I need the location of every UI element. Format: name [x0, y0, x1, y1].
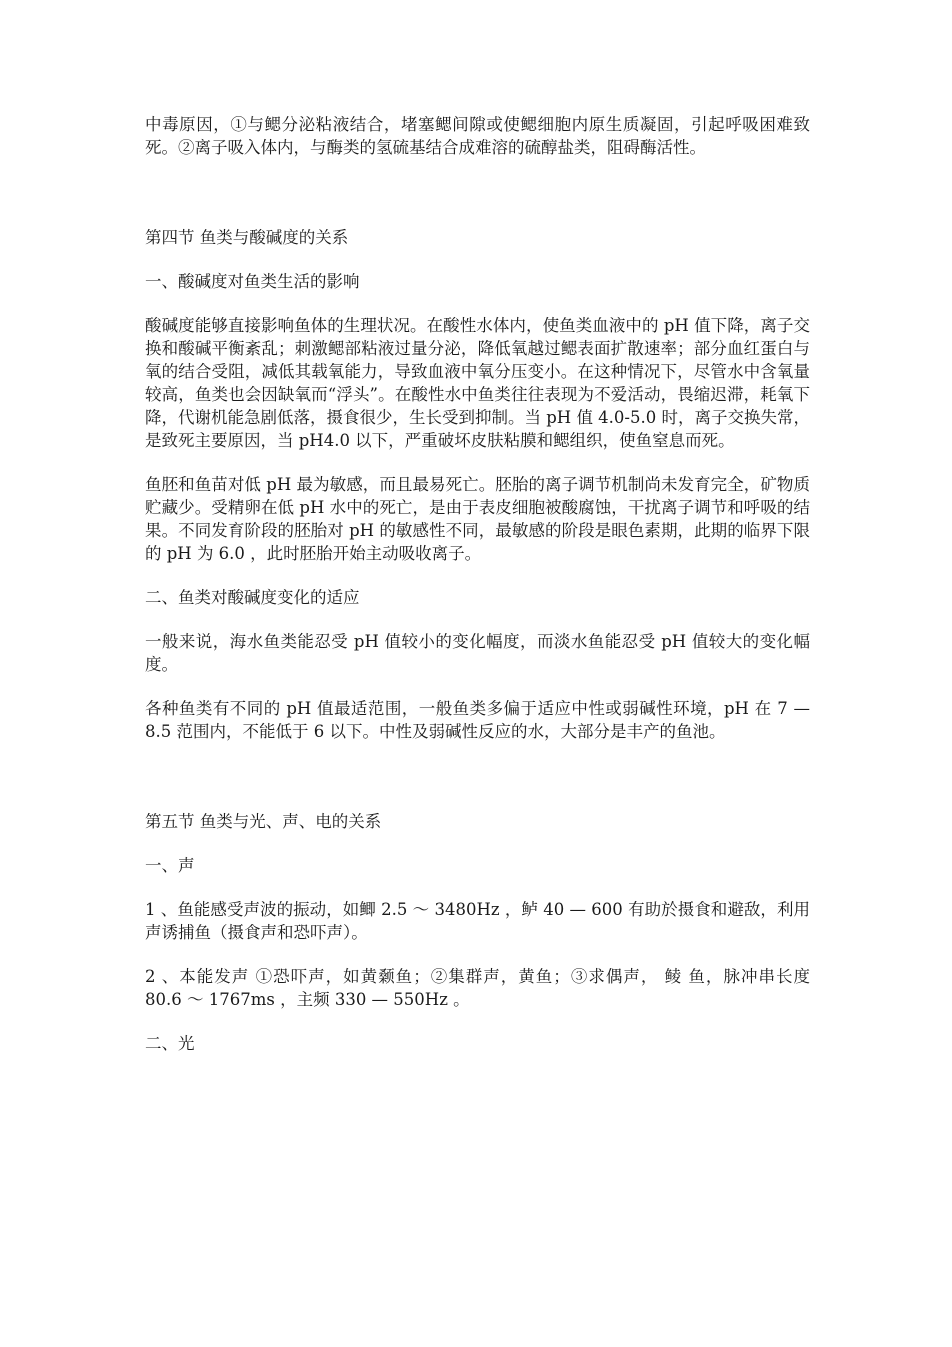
paragraph-sound-production: 2 、本能发声 ①恐吓声，如黄颡鱼；②集群声，黄鱼；③求偶声， 鲮 鱼，脉冲串长度 80.6 ～ 1767ms ，主频 330 — 550Hz 。	[145, 967, 810, 1009]
subheading-ph-effects: 一、酸碱度对鱼类生活的影响	[145, 272, 360, 291]
spacer	[145, 676, 810, 697]
paragraph-embryo-sensitivity: 鱼胚和鱼苗对低 pH 最为敏感，而且最易死亡。胚胎的离子调节机制尚未发育完全，矿物质贮藏少。受精卵在低 pH 水中的死亡，是由于表皮细胞被酸腐蚀，干扰离子调节和呼吸的结果。不同发育阶段的胚胎对 pH 的敏感性不同，最敏感的阶段是眼色素期，此期的临界下限的 pH 为 6.0 ，此时胚胎开始主动吸收离子。	[145, 475, 810, 563]
paragraph-ph-optimum: 各种鱼类有不同的 pH 值最适范围，一般鱼类多偏于适应中性或弱碱性环境，pH 在 7 — 8.5 范围内，不能低于 6 以下。中性及弱碱性反应的水，大部分是丰产的鱼池。	[145, 699, 810, 741]
section-heading-5: 第五节 鱼类与光、声、电的关系	[145, 812, 382, 831]
subheading-sound: 一、声	[145, 856, 195, 875]
paragraph-ph-tolerance: 一般来说，海水鱼类能忍受 pH 值较小的变化幅度，而淡水鱼能忍受 pH 值较大的变化幅度。	[145, 632, 810, 674]
paragraph-ph-physiology: 酸碱度能够直接影响鱼体的生理状况。在酸性水体内，使鱼类血液中的 pH 值下降，离子交换和酸碱平衡紊乱；刺激鳃部粘液过量分泌，降低氧越过鳃表面扩散速率；部分血红蛋白与氧的结合受阻，减低其载氧能力，导致血液中氧分压变小。在这种情况下，尽管水中含氧量较高，鱼类也会因缺氧而“浮头”。在酸性水中鱼类往往表现为不爱活动，畏缩迟滞，耗氧下降，代谢机能急剧低落，摄食很少，生长受到抑制。当 pH 值 4.0-5.0 时，离子交换失常，是致死主要原因，当 pH4.0 以下，严重破坏皮肤粘膜和鳃组织，使鱼窒息而死。	[145, 316, 810, 450]
spacer	[145, 1011, 810, 1032]
spacer	[145, 565, 810, 586]
subheading-ph-adaptation: 二、鱼类对酸碱度变化的适应	[145, 588, 360, 607]
spacer	[145, 833, 810, 854]
spacer	[145, 877, 810, 898]
spacer	[145, 249, 810, 270]
paragraph-sound-perception: 1 、鱼能感受声波的振动，如鲫 2.5 ～ 3480Hz ，鲈 40 — 600 有助於摄食和避敌，利用声诱捕鱼（摄食声和恐吓声）。	[145, 900, 810, 942]
spacer	[145, 944, 810, 965]
spacer	[145, 609, 810, 630]
section-heading-4: 第四节 鱼类与酸碱度的关系	[145, 228, 349, 247]
spacer	[145, 293, 810, 314]
spacer	[145, 452, 810, 473]
section-spacer	[145, 159, 810, 226]
section-spacer	[145, 743, 810, 810]
document-page	[145, 113, 810, 1055]
subheading-light: 二、光	[145, 1034, 195, 1053]
paragraph-poisoning-cause: 中毒原因，①与鳃分泌粘液结合，堵塞鳃间隙或使鳃细胞内原生质凝固，引起呼吸困难致死。②离子吸入体内，与酶类的氢硫基结合成难溶的硫醇盐类，阻碍酶活性。	[145, 115, 810, 157]
